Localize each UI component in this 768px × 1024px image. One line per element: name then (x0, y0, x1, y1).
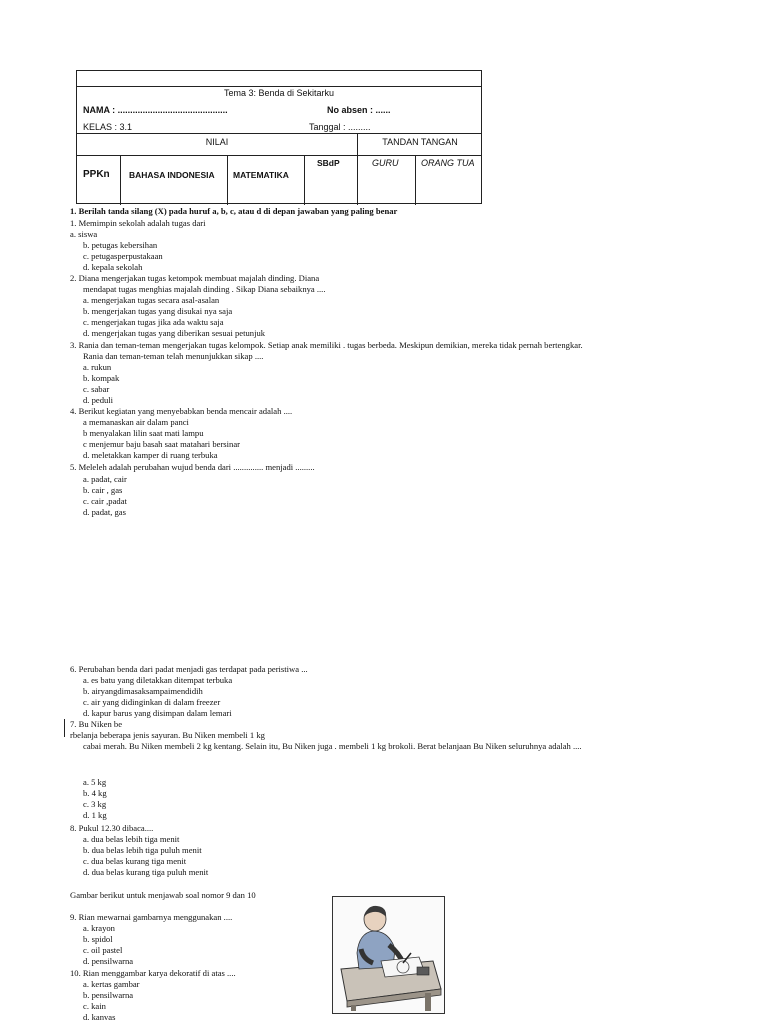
child-drawing-illustration (333, 897, 444, 1013)
question-line: d. kepala sekolah (83, 262, 143, 272)
question-line: 7. Bu Niken be (70, 719, 123, 729)
question-line: c. 3 kg (83, 799, 107, 809)
question-line: d. pensilwarna (83, 956, 134, 966)
question-line: a memanaskan air dalam panci (83, 417, 189, 427)
margin-marker (64, 719, 65, 737)
question-line: c. dua belas kurang tiga menit (83, 856, 187, 866)
question-line: a. kertas gambar (83, 979, 140, 989)
question-line: d. kapur barus yang disimpan dalam lemari (83, 708, 232, 718)
question-line: c. oil pastel (83, 945, 123, 955)
subject-matematika: MATEMATIKA (233, 170, 289, 180)
question-line: d. dua belas kurang tiga puluh menit (83, 867, 209, 877)
question-line: d. mengerjakan tugas yang diberikan sesuai petunjuk (83, 328, 266, 338)
question-line: d. 1 kg (83, 810, 107, 820)
table-rule (77, 155, 481, 156)
question-line: 5. Meleleh adalah perubahan wujud benda dari .............. menjadi ......... (70, 462, 315, 472)
subject-sbdp: SBdP (317, 158, 340, 168)
question-line: 10. Rian menggambar karya dekoratif di atas .... (70, 968, 236, 978)
orang-tua-header: ORANG TUA (421, 158, 475, 168)
tanggal-field: Tanggal : ......... (309, 122, 371, 132)
question-line: b. mengerjakan tugas yang disukai nya saja (83, 306, 233, 316)
child-drawing-picture (332, 896, 445, 1014)
question-line: 6. Perubahan benda dari padat menjadi gas terdapat pada peristiwa ... (70, 664, 308, 674)
question-line: b. cair , gas (83, 485, 123, 495)
question-line: a. mengerjakan tugas secara asal-asalan (83, 295, 220, 305)
kelas-field: KELAS : 3.1 (83, 122, 133, 132)
question-line: 4. Berikut kegiatan yang menyebabkan benda mencair adalah .... (70, 406, 293, 416)
question-line: 3. Rania dan teman-teman mengerjakan tugas kelompok. Setiap anak memiliki . tugas berbeda. Meskipun demikian, mereka tidak pernah bertengkar. (70, 340, 583, 350)
question-line: c. kain (83, 1001, 106, 1011)
instruction: 1. Berilah tanda silang (X) pada huruf a, b, c, atau d di depan jawaban yang paling benar (70, 206, 398, 216)
question-line: a. krayon (83, 923, 115, 933)
guru-header: GURU (372, 158, 399, 168)
question-line: c. mengerjakan tugas jika ada waktu saja (83, 317, 224, 327)
question-line: a. es batu yang diletakkan ditempat terbuka (83, 675, 233, 685)
question-line: b. spidol (83, 934, 113, 944)
question-line: b. airyangdimasaksampaimendidih (83, 686, 203, 696)
question-line: b. petugas kebersihan (83, 240, 158, 250)
question-line: 1. Memimpin sekolah adalah tugas dari (70, 218, 206, 228)
nilai-header: NILAI (205, 137, 229, 147)
question-line: d. padat, gas (83, 507, 126, 517)
question-line: c. petugasperpustakaan (83, 251, 163, 261)
table-divider (415, 155, 416, 205)
table-divider (120, 155, 121, 205)
question-line: 8. Pukul 12.30 dibaca.... (70, 823, 154, 833)
question-line: Gambar berikut untuk menjawab soal nomor 9 dan 10 (70, 890, 256, 900)
subject-bahasa-indonesia: BAHASA INDONESIA (129, 170, 215, 180)
no-absen-field: No absen : ...... (327, 105, 391, 115)
question-line: d. kanvas (83, 1012, 116, 1022)
question-line: mendapat tugas menghias majalah dinding . Sikap Diana sebaiknya .... (83, 284, 326, 294)
question-line: c. air yang didinginkan di dalam freezer (83, 697, 221, 707)
question-line: a. dua belas lebih tiga menit (83, 834, 180, 844)
question-line: c menjemur baju basah saat matahari bersinar (83, 439, 241, 449)
table-rule (77, 86, 481, 87)
nama-field: NAMA : ............................................ (83, 105, 228, 115)
question-line: b. dua belas lebih tiga puluh menit (83, 845, 202, 855)
tema-title: Tema 3: Benda di Sekitarku (223, 88, 335, 98)
subject-ppkn: PPKn (83, 169, 110, 180)
question-line: b menyalakan lilin saat mati lampu (83, 428, 204, 438)
table-divider (357, 133, 358, 205)
question-line: a. rukun (83, 362, 112, 372)
question-line: 9. Rian mewarnai gambarnya menggunakan .... (70, 912, 233, 922)
question-line: c. sabar (83, 384, 110, 394)
question-line: cabai merah. Bu Niken membeli 2 kg kentang. Selain itu, Bu Niken juga . membeli 1 kg brokoli. Berat belanjaan Bu Niken seluruhnya adalah .... (83, 741, 582, 751)
question-line: a. padat, cair (83, 474, 127, 484)
question-line: c. cair ,padat (83, 496, 127, 506)
table-rule (77, 133, 481, 134)
question-line: b. pensilwarna (83, 990, 134, 1000)
table-divider (304, 155, 305, 205)
table-divider (227, 155, 228, 205)
question-line: b. 4 kg (83, 788, 107, 798)
question-line: a. 5 kg (83, 777, 107, 787)
tandan-tangan-header: TANDAN TANGAN (382, 137, 458, 147)
question-line: rbelanja beberapa jenis sayuran. Bu Niken membeli 1 kg (70, 730, 265, 740)
header-table (76, 70, 482, 204)
question-line: Rania dan teman-teman telah menunjukkan sikap .... (83, 351, 264, 361)
question-line: d. meletakkan kamper di ruang terbuka (83, 450, 218, 460)
question-line: b. kompak (83, 373, 120, 383)
question-line: 2. Diana mengerjakan tugas ketompok membuat majalah dinding. Diana (70, 273, 320, 283)
question-line: d. peduli (83, 395, 114, 405)
question-line: a. siswa (70, 229, 98, 239)
